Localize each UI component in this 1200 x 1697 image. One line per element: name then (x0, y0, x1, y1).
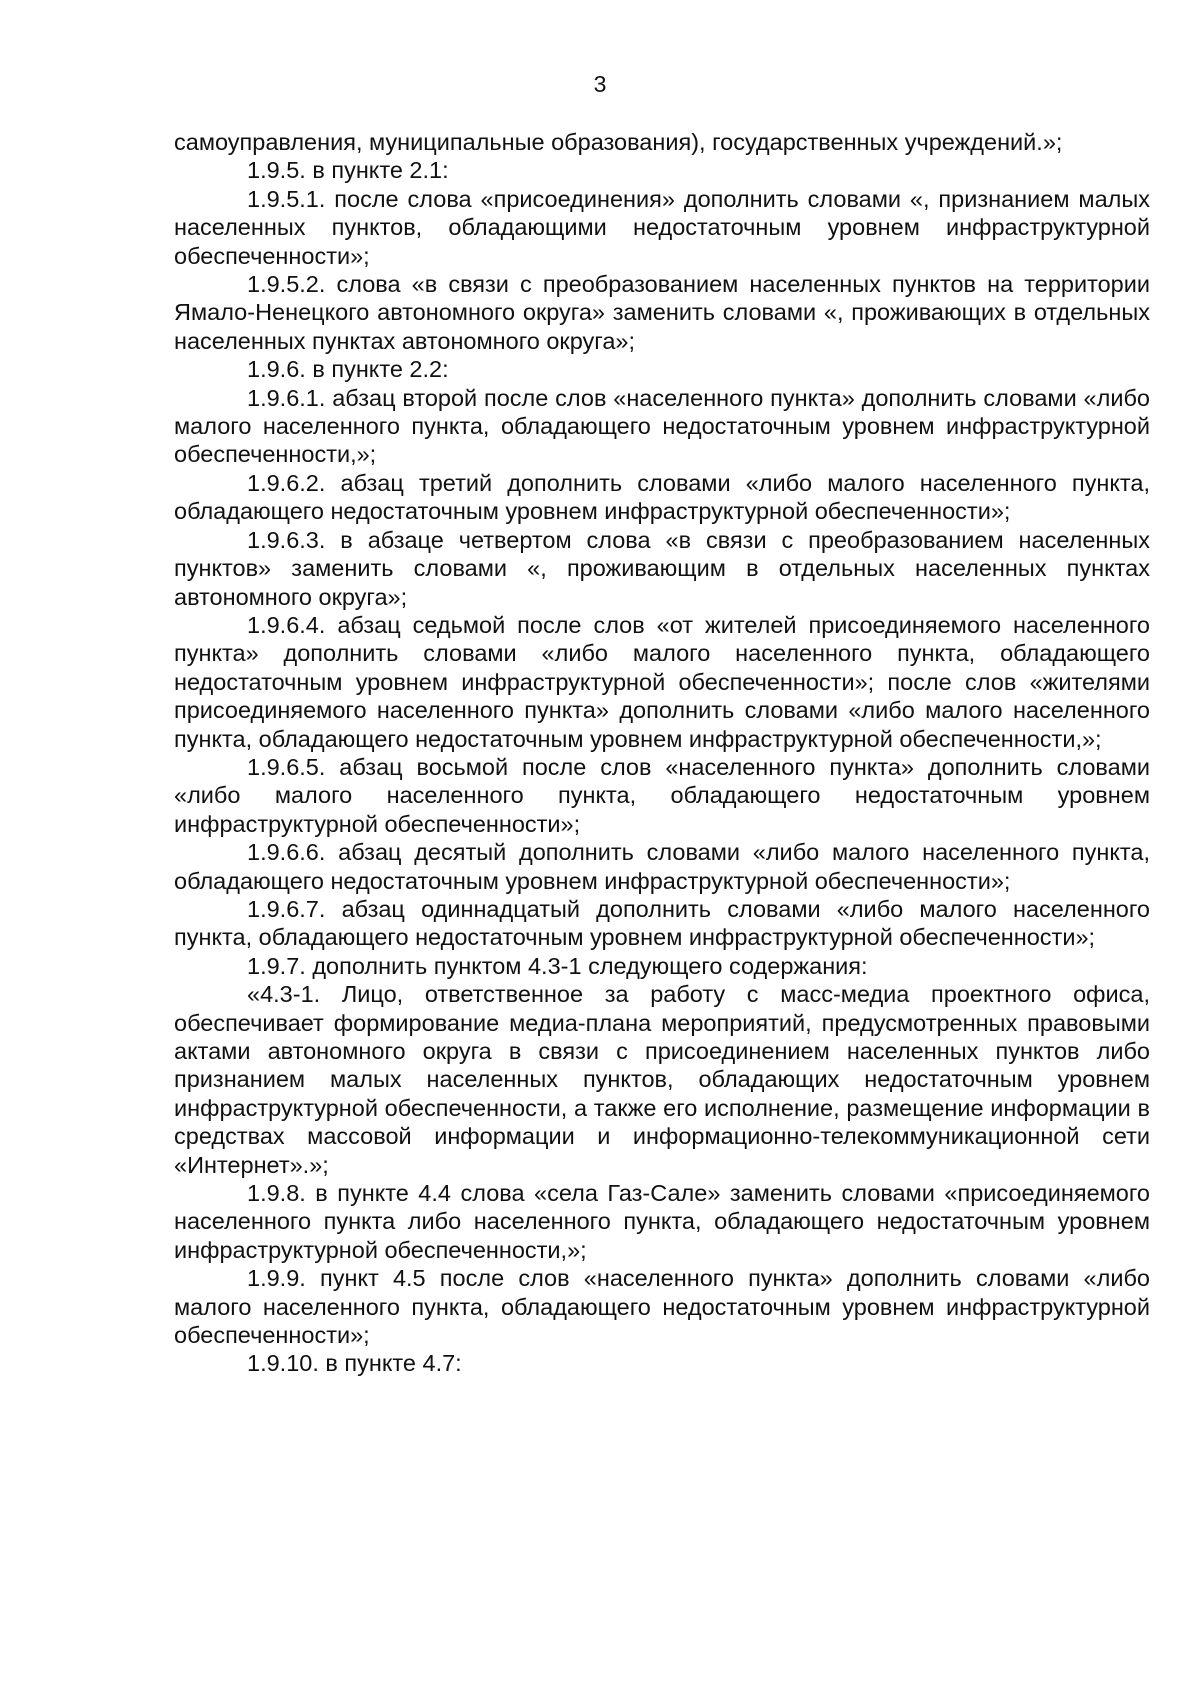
paragraph: 1.9.6.2. абзац третий дополнить словами «либо малого населенного пункта, обладающего недостаточным уровнем инфраструктурной обеспеченности»; (174, 469, 1150, 525)
paragraph: 1.9.5.1. после слова «присоединения» дополнить словами «, признанием малых населенных пунктов, обладающими недостаточным уровнем инфраструктурной обеспеченности»; (174, 185, 1150, 269)
paragraph: «4.3-1. Лицо, ответственное за работу с масс-медиа проектного офиса, обеспечивает формирование медиа-плана мероприятий, предусмотренных правовыми актами автономного округа в связи с присоединением населенных пунктов либо признанием малых населенных пунктов, обладающих недостаточным уровнем инфраструктурной обеспеченности, а также его исполнение, размещение информации в средствах массовой информации и информационно-телекоммуникационной сети «Интернет».»; (174, 981, 1150, 1178)
paragraph: 1.9.6.6. абзац десятый дополнить словами «либо малого населенного пункта, обладающего недостаточным уровнем инфраструктурной обеспеченности»; (174, 839, 1150, 894)
paragraph: 1.9.5.2. слова «в связи с преобразованием населенных пунктов на территории Ямало-Ненецкого автономного округа» заменить словами «, проживающих в отдельных населенных пунктах автономного округа»; (174, 271, 1150, 354)
paragraph: 1.9.6.3. в абзаце четвертом слова «в связи с преобразованием населенных пунктов» заменить словами «, проживающим в отдельных населенных пунктах автономного округа»; (174, 526, 1150, 610)
document-body (174, 128, 1150, 1378)
paragraph: 1.9.7. дополнить пунктом 4.3-1 следующего содержания: (247, 952, 868, 979)
paragraph: 1.9.6.1. абзац второй после слов «населенного пункта» дополнить словами «либо малого населенного пункта, обладающего недостаточным уровнем инфраструктурной обеспеченности,»; (174, 384, 1150, 468)
paragraph: 1.9.6. в пункте 2.2: (247, 356, 449, 383)
paragraph: 1.9.9. пункт 4.5 после слов «населенного пункта» дополнить словами «либо малого населенного пункта, обладающего недостаточным уровнем инфраструктурной обеспеченности»; (174, 1265, 1150, 1349)
paragraph: 1.9.6.7. абзац одиннадцатый дополнить словами «либо малого населенного пункта, обладающего недостаточным уровнем инфраструктурной обеспеченности»; (174, 895, 1150, 951)
paragraph: 1.9.6.5. абзац восьмой после слов «населенного пункта» дополнить словами «либо малого населенного пункта, обладающего недостаточным уровнем инфраструктурной обеспеченности»; (174, 753, 1150, 837)
paragraph: 1.9.5. в пункте 2.1: (247, 157, 449, 184)
paragraph: самоуправления, муниципальные образования), государственных учреждений.»; (174, 129, 1063, 155)
paragraph: 1.9.10. в пункте 4.7: (247, 1350, 462, 1377)
paragraph: 1.9.6.4. абзац седьмой после слов «от жителей присоединяемого населенного пункта» дополнить словами «либо малого населенного пункта, обладающего недостаточным уровнем инфраструктурной обеспеченности»; после слов «жителями присоединяемого населенного пункта» дополнить словами «либо малого населенного пункта, обладающего недостаточным уровнем инфраструктурной обеспеченности,»; (174, 611, 1150, 752)
page-number: 3 (593, 71, 607, 97)
paragraph: 1.9.8. в пункте 4.4 слова «села Газ-Сале» заменить словами «присоединяемого населенного пункта либо населенного пункта, обладающего недостаточным уровнем инфраструктурной обеспеченности,»; (174, 1180, 1150, 1263)
